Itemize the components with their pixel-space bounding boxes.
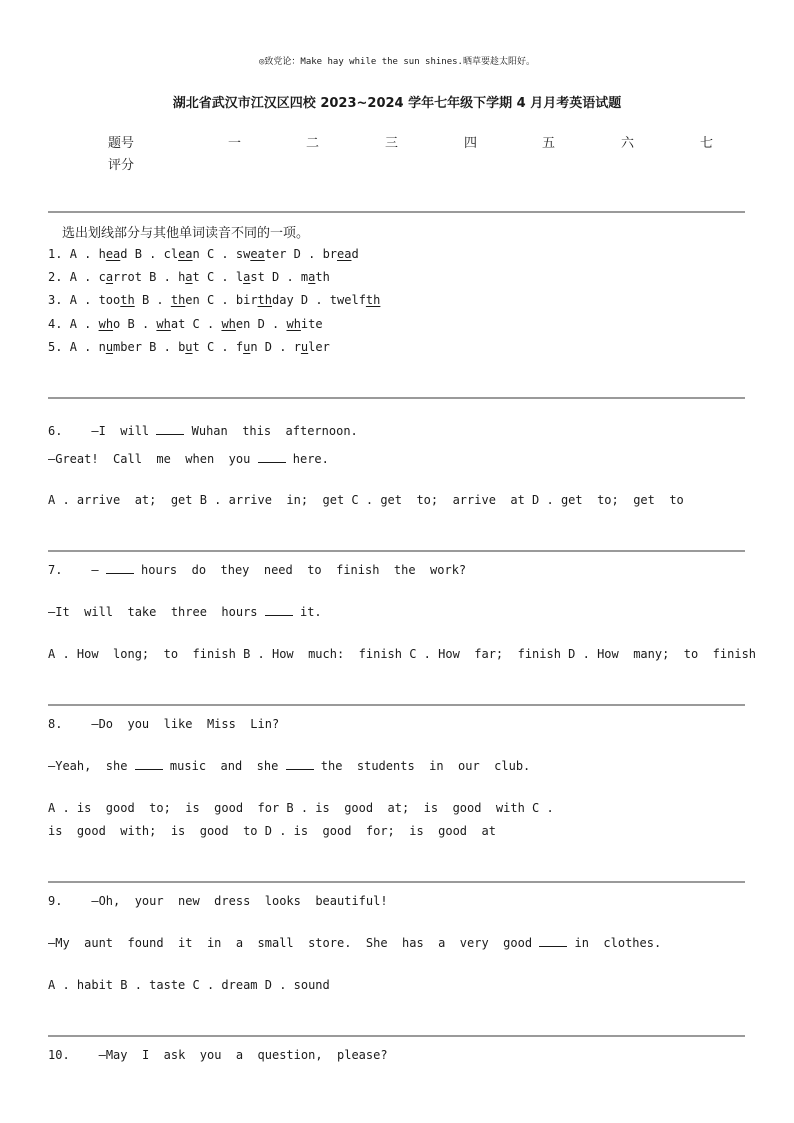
- question-number: 5.: [48, 340, 63, 354]
- answer-blank: [258, 452, 286, 463]
- option-text: n D . r: [250, 340, 301, 354]
- column-header: 一: [228, 136, 242, 151]
- option-text: at C .: [170, 317, 222, 331]
- option-text: mber B . b: [113, 340, 186, 354]
- reply-text: —Yeah, she: [48, 759, 135, 773]
- question-number: 1.: [48, 247, 63, 261]
- option-text: d: [351, 247, 359, 261]
- option-text: rrot B . h: [113, 270, 186, 284]
- underlined-letters: th: [257, 293, 272, 307]
- underlined-letters: th: [170, 293, 186, 307]
- underlined-letters: u: [300, 340, 309, 354]
- option-text: ler: [308, 340, 330, 354]
- answer-blank: [156, 424, 184, 435]
- section-divider: [48, 397, 745, 399]
- exam-title: 湖北省武汉市江汉区四校 2023~2024 学年七年级下学期 4 月月考英语试题: [172, 96, 622, 111]
- option-text: A . n: [69, 340, 106, 354]
- underlined-letters: ea: [250, 247, 265, 261]
- section-divider: [48, 704, 745, 706]
- underlined-letters: ea: [178, 247, 193, 261]
- underlined-letters: ea: [337, 247, 352, 261]
- question-number: 6.: [48, 424, 63, 438]
- answer-blank: [106, 563, 134, 574]
- pronunciation-question: [48, 317, 323, 331]
- reply-text: —It will take three hours: [48, 605, 265, 619]
- column-header: 四: [464, 136, 478, 151]
- question-8-options-line1: A . is good to; is good for B . is good at; is good with C .: [48, 801, 554, 815]
- underlined-letters: wh: [221, 317, 236, 331]
- question-number: 8.: [48, 717, 63, 731]
- reply-text: —My aunt found it in a small store. She has a very good: [48, 936, 540, 950]
- section-divider: [48, 881, 745, 883]
- option-text: A . h: [69, 247, 106, 261]
- option-text: A . c: [69, 270, 106, 284]
- option-text: d B . cl: [120, 247, 179, 261]
- option-text: A . too: [69, 293, 121, 307]
- question-text: —Do you like Miss Lin?: [91, 717, 280, 731]
- question-number: 4.: [48, 317, 63, 331]
- pronunciation-question: [48, 293, 380, 307]
- answer-blank: [265, 605, 293, 616]
- row-label-score: 评分: [108, 158, 135, 173]
- reply-text: in clothes.: [567, 936, 662, 950]
- underlined-letters: a: [185, 270, 193, 284]
- column-header: 三: [385, 136, 399, 151]
- option-text: B .: [134, 293, 171, 307]
- option-text: en D .: [235, 317, 287, 331]
- option-text: o B .: [113, 317, 157, 331]
- header-motto: ◎致党论：Make hay while the sun shines.晒草要趁太阳好。: [259, 57, 535, 67]
- question-text: —May I ask you a question, please?: [98, 1048, 388, 1062]
- pronunciation-question: [48, 270, 330, 284]
- option-text: st D . m: [250, 270, 309, 284]
- reply-text: here.: [285, 452, 329, 466]
- answer-blank: [286, 759, 314, 770]
- answer-blank: [135, 759, 163, 770]
- question-6-options: A . arrive at; get B . arrive in; get C . get to; arrive at D . get to; get to: [48, 493, 684, 507]
- option-text: t C . f: [192, 340, 244, 354]
- underlined-letters: th: [365, 293, 381, 307]
- question-6-reply: [48, 452, 329, 466]
- question-9-options: A . habit B . taste C . dream D . sound: [48, 978, 330, 992]
- underlined-letters: th: [120, 293, 135, 307]
- section-divider: [48, 550, 745, 552]
- question-9-reply: [48, 936, 661, 950]
- underlined-letters: a: [243, 270, 251, 284]
- question-7-options: A . How long; to finish B . How much: finish C . How far; finish D . How many; to finish: [48, 647, 757, 661]
- underlined-letters: wh: [98, 317, 114, 331]
- question-6-stem: [48, 410, 358, 438]
- question-8-stem: [48, 717, 279, 731]
- column-header: 六: [621, 136, 635, 151]
- option-text: day D . twelf: [272, 293, 366, 307]
- question-text: —Oh, your new dress looks beautiful!: [91, 894, 388, 908]
- underlined-letters: a: [308, 270, 316, 284]
- underlined-letters: u: [243, 340, 251, 354]
- question-number: 9.: [48, 894, 63, 908]
- answer-blank: [539, 936, 567, 947]
- option-text: th: [315, 270, 330, 284]
- question-number: 10.: [48, 1048, 70, 1062]
- underlined-letters: u: [185, 340, 193, 354]
- question-number: 2.: [48, 270, 63, 284]
- pronunciation-question: [48, 247, 359, 261]
- question-7-reply: [48, 605, 322, 619]
- reply-text: the students in our club.: [313, 759, 531, 773]
- option-text: n C . sw: [192, 247, 251, 261]
- reply-text: —Great! Call me when you: [48, 452, 258, 466]
- underlined-letters: wh: [286, 317, 301, 331]
- option-text: t C . l: [192, 270, 244, 284]
- question-number: 3.: [48, 293, 63, 307]
- question-9-stem: [48, 894, 388, 908]
- underlined-letters: ea: [105, 247, 121, 261]
- option-text: ite: [300, 317, 323, 331]
- section-divider: [48, 211, 745, 213]
- column-header: 七: [700, 136, 714, 151]
- question-10-stem: [48, 1048, 388, 1062]
- option-text: A .: [69, 317, 99, 331]
- pronunciation-question: [48, 340, 330, 354]
- question-text: hours do they need to finish the work?: [133, 563, 467, 577]
- question-8-options-line2: is good with; is good to D . is good for; is good at: [48, 824, 496, 838]
- question-number: 7.: [48, 563, 63, 577]
- option-text: ter D . br: [264, 247, 338, 261]
- question-8-reply: [48, 759, 530, 773]
- row-label-question-number: 题号: [108, 136, 135, 151]
- score-table: [0, 132, 794, 172]
- column-header: 二: [306, 136, 320, 151]
- question-text: —: [91, 563, 106, 577]
- section-divider: [48, 1035, 745, 1037]
- question-text: Wuhan this afternoon.: [184, 424, 358, 438]
- reply-text: it.: [292, 605, 322, 619]
- underlined-letters: u: [105, 340, 114, 354]
- question-text: —I will: [91, 424, 157, 438]
- reply-text: music and she: [162, 759, 286, 773]
- underlined-letters: a: [105, 270, 114, 284]
- column-header: 五: [542, 136, 556, 151]
- underlined-letters: wh: [156, 317, 171, 331]
- option-text: en C . bir: [185, 293, 258, 307]
- question-7-stem: [48, 563, 466, 577]
- section-instruction: 选出划线部分与其他单词读音不同的一项。: [62, 226, 310, 241]
